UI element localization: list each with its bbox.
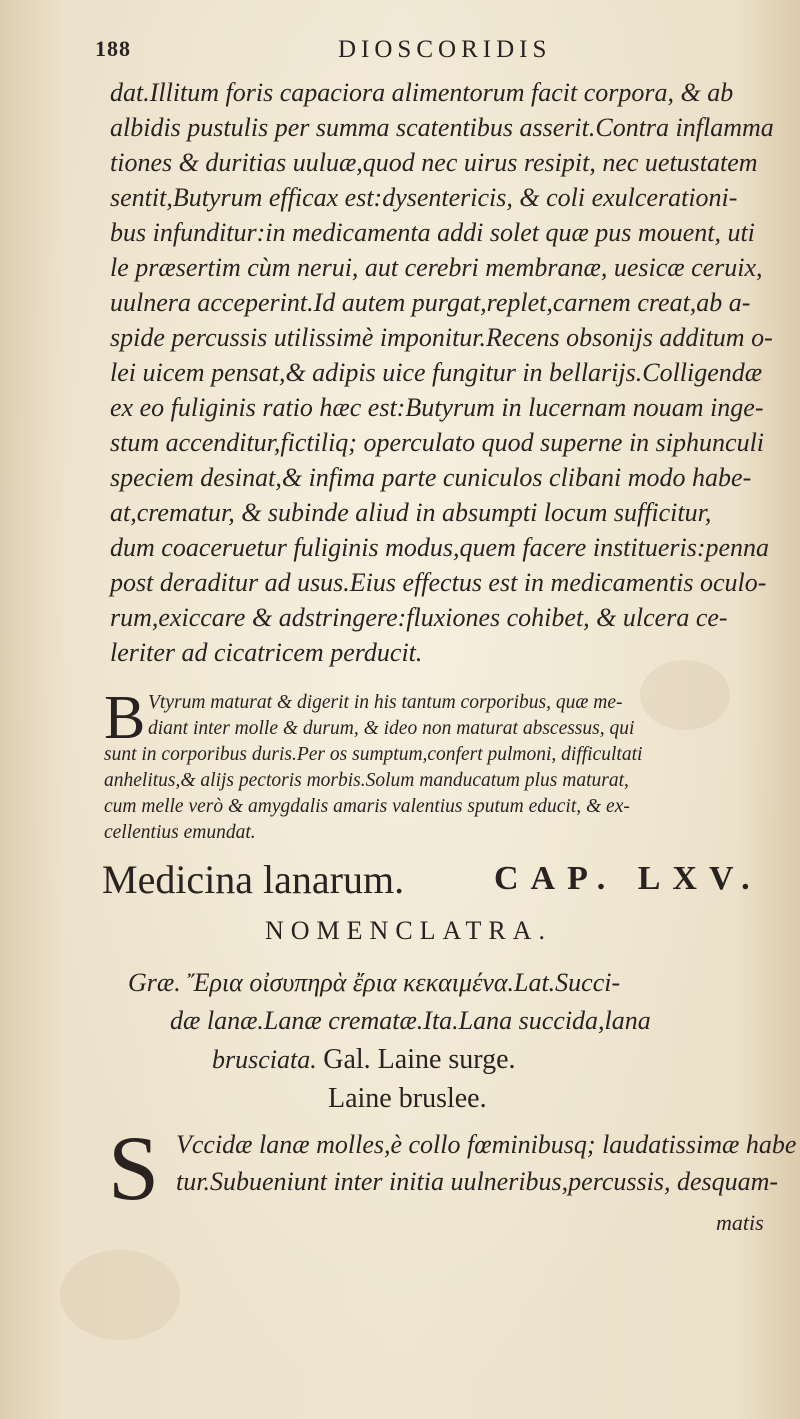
text-line: lei uicem pensat,& adipis uice fungitur in bellarijs.Colligendæ <box>110 358 763 387</box>
text-line: spide percussis utilissimè imponitur.Recens obsonijs additum o- <box>110 323 773 352</box>
running-title: DIOSCORIDIS <box>338 36 552 63</box>
page-number: 188 <box>95 36 131 61</box>
text-line: uulnera acceperint.Id autem purgat,replet,carnem creat,ab a- <box>110 288 751 317</box>
text-line: Vtyrum maturat & digerit in his tantum corporibus, quæ me- <box>148 692 623 713</box>
chapter-number: CAP. LXV. <box>494 860 762 897</box>
text-line: anhelitus,& alijs pectoris morbis.Solum manducatum plus maturat, <box>104 770 629 791</box>
drop-cap: S <box>108 1117 160 1219</box>
text-line: rum,exiccare & adstringere:fluxiones cohibet, & ulcera ce- <box>110 603 728 632</box>
text-line: sentit,Butyrum efficax est:dysentericis, & coli exulcerationi- <box>110 183 738 212</box>
chapter-title: Medicina lanarum. <box>102 857 405 902</box>
text-line: dum coaceruetur fuliginis modus,quem facere institueris:penna <box>110 533 770 562</box>
text-line: stum accenditur,fictiliq; operculato quod superne in siphunculi <box>110 428 765 457</box>
text-line: Vccidæ lanæ molles,è collo fœminibusq; laudatissimæ habe <box>176 1130 797 1159</box>
text-line: sunt in corporibus duris.Per os sumptum,confert pulmoni, difficultati <box>104 744 643 765</box>
names-french: Gal. Laine surge. <box>323 1044 516 1075</box>
text-line: tiones & duritias uuluæ,quod nec uirus resipit, nec uetustatem <box>110 148 758 177</box>
text-line: Græ. Ἔρια οἰσυπηρὰ ἔρια κεκαιμένα.Lat.Succi- <box>128 968 621 997</box>
drop-cap: B <box>104 684 146 752</box>
text-line: ex eo fuliginis ratio hæc est:Butyrum in lucernam nouam inge- <box>110 393 764 422</box>
nomenclature-heading: NOMENCLATRA. <box>265 916 552 945</box>
text-line: cellentius emundat. <box>104 822 256 843</box>
text-line: diant inter molle & durum, & ideo non maturat abscessus, qui <box>148 718 635 739</box>
text-line: speciem desinat,& infima parte cuniculos clibani modo habe- <box>110 463 752 492</box>
text-line: albidis pustulis per summa scatentibus asserit.Contra inflamma <box>110 113 774 142</box>
text-line: tur.Subueniunt inter initia uulneribus,percussis, desquam- <box>176 1167 779 1196</box>
text-line: post deraditur ad usus.Eius effectus est in medicamentis oculo- <box>110 568 767 597</box>
text-line: at,crematur, & subinde aliud in absumpti locum sufficitur, <box>110 498 712 527</box>
names-italic: brusciata. <box>212 1045 317 1074</box>
text-line: dæ lanæ.Lanæ crematæ.Ita.Lana succida,lana <box>170 1006 651 1035</box>
catchword: matis <box>716 1210 764 1235</box>
text-line <box>212 1043 800 1077</box>
text-line: Laine bruslee. <box>328 1083 487 1114</box>
text-line: leriter ad cicatricem perducit. <box>110 638 423 667</box>
text-line: le præsertim cùm nerui, aut cerebri membranæ, uesicæ ceruix, <box>110 253 763 282</box>
text-line: cum melle verò & amygdalis amaris valentius sputum educit, & ex- <box>104 796 630 817</box>
text-line: bus infunditur:in medicamenta addi solet quæ pus mouent, uti <box>110 218 755 247</box>
text-line: dat.Illitum foris capaciora alimentorum facit corpora, & ab <box>110 78 734 107</box>
paper-stain <box>60 1250 180 1340</box>
